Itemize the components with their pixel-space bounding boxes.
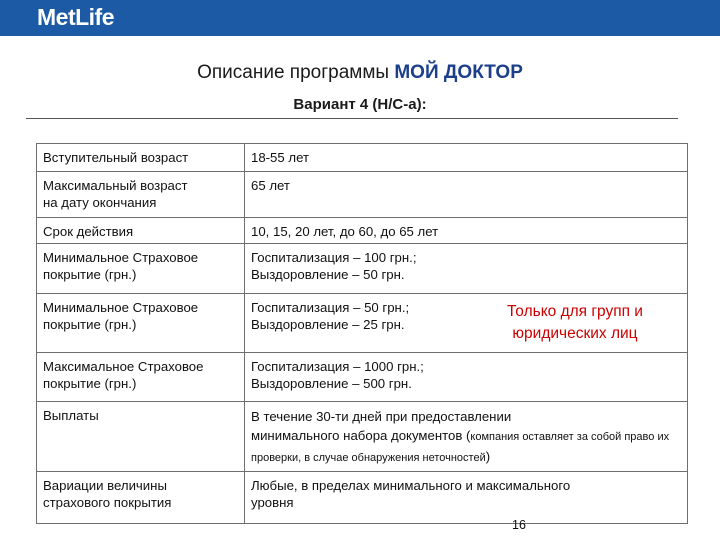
row-label — [37, 353, 245, 402]
value-line: Госпитализация – 100 грн.; — [251, 250, 417, 265]
value-line: Госпитализация – 50 грн.; — [251, 300, 410, 315]
table-row — [37, 144, 688, 172]
table-row — [37, 402, 688, 472]
metlife-logo: MetLife — [37, 4, 114, 30]
label-line: Максимальное Страховое — [43, 359, 204, 374]
value-line: уровня — [251, 495, 294, 510]
value-close: ) — [485, 449, 491, 464]
header-bar — [0, 0, 720, 36]
page-number: 16 — [512, 518, 526, 532]
label-line: Минимальное Страховое — [43, 300, 199, 315]
row-value — [245, 218, 688, 244]
label-line: покрытие (грн.) — [43, 267, 137, 282]
row-label — [37, 144, 245, 172]
note-line: юридических лиц — [512, 325, 638, 342]
label-line: страхового покрытия — [43, 495, 172, 510]
value-line: 10, 15, 20 лет, до 60, до 65 лет — [251, 224, 439, 239]
row-value — [245, 402, 688, 472]
table-row — [37, 244, 688, 294]
label-line: Минимальное Страховое — [43, 250, 199, 265]
value-line: 18-55 лет — [251, 150, 310, 165]
label-line: Вступительный возраст — [43, 150, 189, 165]
label-line: покрытие (грн.) — [43, 376, 137, 391]
table-row — [37, 353, 688, 402]
title-program-name: МОЙ ДОКТОР — [394, 62, 523, 83]
value-footnote: компания оставляет за собой право их проверки, в случае обнаружения неточностей — [251, 431, 670, 464]
row-label — [37, 294, 245, 353]
row-value — [245, 172, 688, 218]
label-line: Выплаты — [43, 408, 99, 423]
row-label — [37, 172, 245, 218]
table-row — [37, 218, 688, 244]
title-prefix: Описание программы — [197, 62, 395, 83]
value-line: минимального набора документов ( — [251, 428, 471, 443]
page-title — [0, 62, 720, 84]
value-line: Выздоровление – 50 грн. — [251, 267, 405, 282]
row-value — [245, 353, 688, 402]
row-label — [37, 218, 245, 244]
label-line: Срок действия — [43, 224, 134, 239]
note-line: Только для групп и — [507, 303, 643, 320]
label-line: покрытие (грн.) — [43, 317, 137, 332]
value-line: В течение 30-ти дней при предоставлении — [251, 409, 512, 424]
title-rule — [26, 118, 678, 119]
row-label — [37, 402, 245, 472]
table-row — [37, 172, 688, 218]
label-line: Максимальный возраст — [43, 178, 188, 193]
value-line: Любые, в пределах минимального и максимального — [251, 478, 571, 493]
label-line: Вариации величины — [43, 478, 167, 493]
value-line: 65 лет — [251, 178, 290, 193]
row-value — [245, 144, 688, 172]
table-row — [37, 472, 688, 524]
row-label — [37, 244, 245, 294]
row-value — [245, 472, 688, 524]
label-line: на дату окончания — [43, 195, 157, 210]
value-line: Госпитализация – 1000 грн.; — [251, 359, 424, 374]
value-line: Выздоровление – 25 грн. — [251, 317, 405, 332]
groups-only-note — [480, 301, 670, 345]
page-subtitle: Вариант 4 (Н/С-а): — [293, 96, 427, 113]
row-label — [37, 472, 245, 524]
row-value — [245, 244, 688, 294]
value-line: Выздоровление – 500 грн. — [251, 376, 412, 391]
